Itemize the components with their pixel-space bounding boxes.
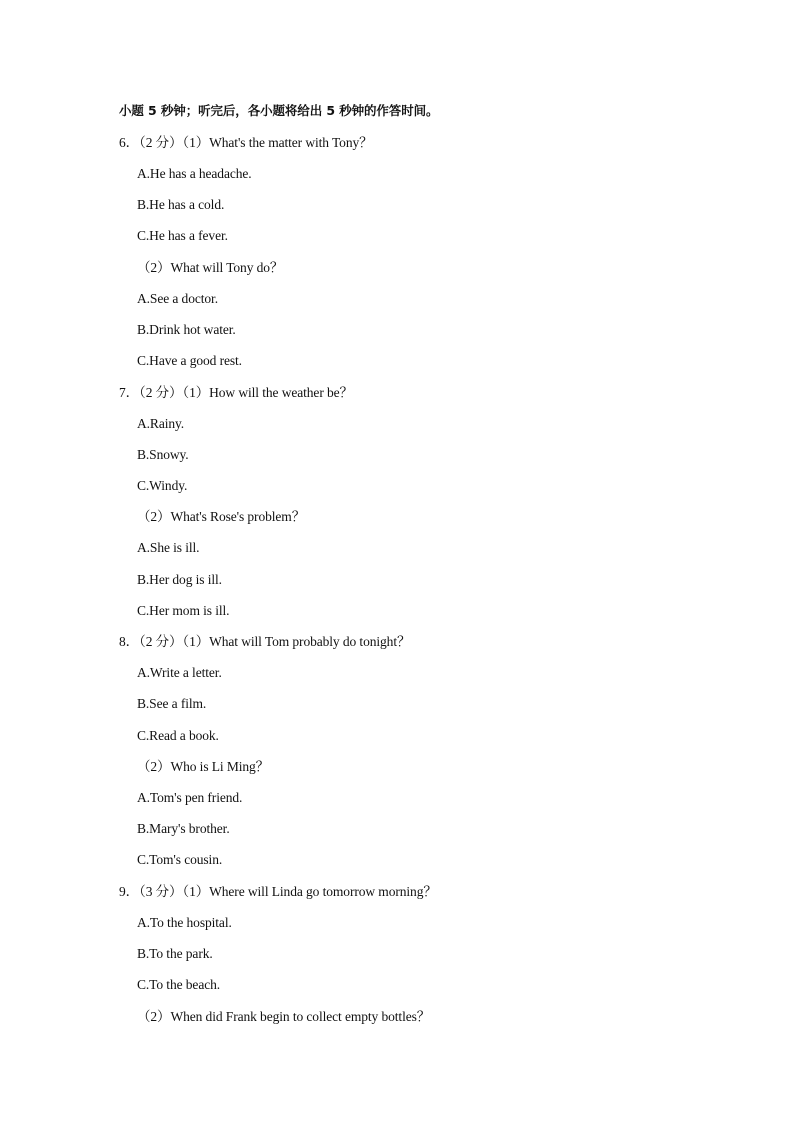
question-8-2-option-b: B.Mary's brother. [137, 821, 230, 836]
question-8-2-option-a: A.Tom's pen friend. [137, 790, 243, 805]
question-9-1-option-c: C.To the beach. [137, 977, 221, 992]
question-8-2-option-c: C.Tom's cousin. [137, 852, 223, 867]
question-6-1-option-b: B.He has a cold. [137, 197, 225, 212]
question-9-1-option-a: A.To the hospital. [137, 915, 232, 930]
question-7-stem: 7．（2 分）（1）How will the weather be？ [119, 385, 353, 400]
question-8-1-option-a: A.Write a letter. [137, 665, 222, 680]
question-7-1-option-c: C.Windy. [137, 478, 188, 493]
question-9-sub-2: （2）When did Frank begin to collect empty bottles？ [137, 1009, 431, 1024]
question-8-stem: 8．（2 分）（1）What will Tom probably do tonight？ [119, 634, 411, 649]
question-8-sub-2: （2）Who is Li Ming？ [137, 759, 270, 774]
question-7-2-option-c: C.Her mom is ill. [137, 603, 230, 618]
question-7-2-option-b: B.Her dog is ill. [137, 572, 222, 587]
question-6-1-option-a: A.He has a headache. [137, 166, 252, 181]
question-6-sub-2: （2）What will Tony do？ [137, 260, 284, 275]
question-7-1-option-b: B.Snowy. [137, 447, 189, 462]
question-7-2-option-a: A.She is ill. [137, 540, 200, 555]
question-8-1-option-c: C.Read a book. [137, 728, 219, 743]
question-6-2-option-b: B.Drink hot water. [137, 322, 236, 337]
question-6-2-option-a: A.See a doctor. [137, 291, 218, 306]
question-6-2-option-c: C.Have a good rest. [137, 353, 242, 368]
question-7-sub-2: （2）What's Rose's problem？ [137, 509, 306, 524]
question-9-stem: 9．（3 分）（1）Where will Linda go tomorrow morning？ [119, 884, 437, 899]
question-6-1-option-c: C.He has a fever. [137, 228, 228, 243]
question-7-1-option-a: A.Rainy. [137, 416, 185, 431]
listening-instructions: 小题 5 秒钟；听完后，各小题将给出 5 秒钟的作答时间。 [119, 103, 439, 118]
question-8-1-option-b: B.See a film. [137, 696, 207, 711]
question-9-1-option-b: B.To the park. [137, 946, 213, 961]
question-6-stem: 6．（2 分）（1）What's the matter with Tony？ [119, 135, 373, 150]
